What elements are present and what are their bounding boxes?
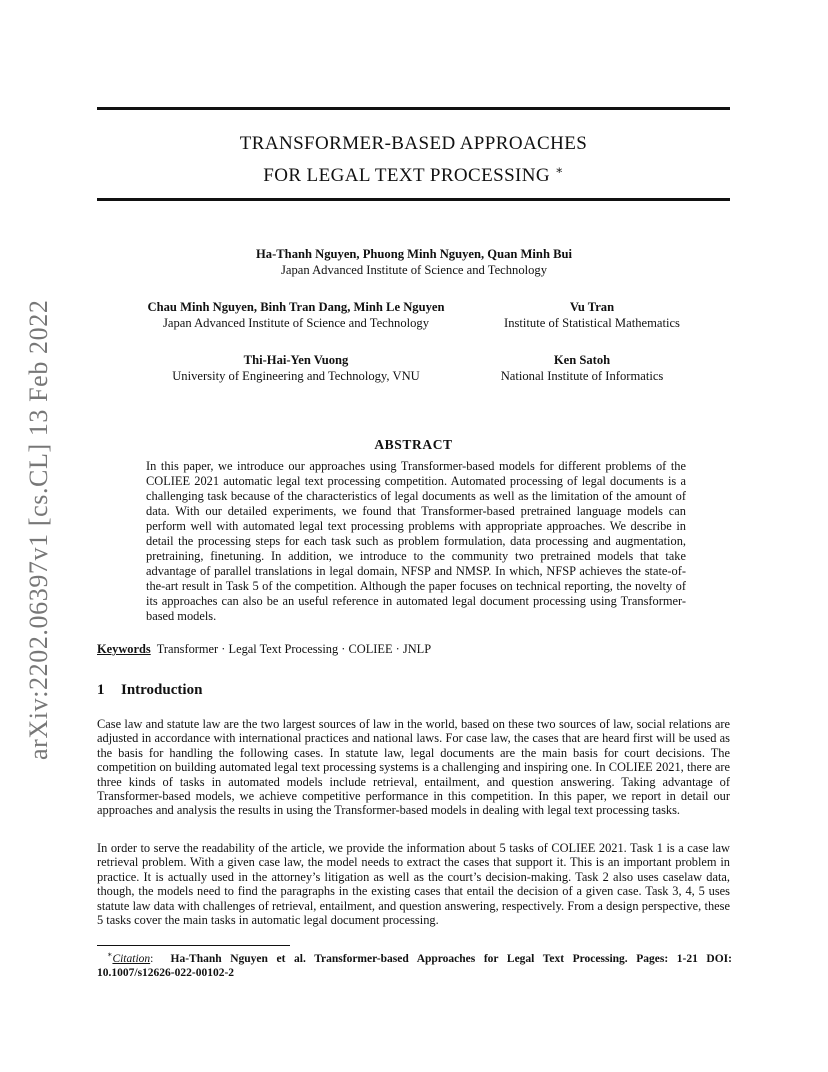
- footnote-citation-label: Citation: [112, 952, 151, 965]
- author-names: Thi-Hai-Yen Vuong: [243, 353, 349, 367]
- footnote-rule: [97, 945, 290, 946]
- title-bottom-rule: [97, 198, 730, 201]
- abstract-text: In this paper, we introduce our approaches using Transformer-based models for different problems of the COLIEE 2021 automatic legal text processing competition. Automated processing of legal documents is a challenging task because of the characteristics of legal documents as well as the limitation of the amount of data. With our detailed experiments, we found that Transformer-based pretrained language models can perform well with automated legal text processing problems with appropriate approaches. We describe in detail the processing steps for each task such as problem formulation, data processing and augmentation, pretraining, finetuning. In addition, we introduce to the community two pretrained models that take advantage of parallel translations in legal domain, NFSP and NMSP. In which, NFSP achieves the state-of-the-art result in Task 5 of the competition. Although the paper focuses on technical reporting, the novelty of its approaches can also be an useful reference in automated legal document processing using Transformer-based models.: [146, 459, 686, 623]
- paper-title: [97, 131, 730, 189]
- abstract-heading: ABSTRACT: [374, 437, 453, 452]
- author-block-2: [116, 300, 476, 331]
- body-paragraph-2: In order to serve the readability of the article, we provide the information about 5 tasks of COLIEE 2021. Task 1 is a case law retrieval problem. With a given case law, the model needs to extract the cases that support it. This is an important problem in practice. It is actually used in the attorney’s litigation as well as the court’s decision-making. Task 2 also uses caselaw data, though, the models need to find the paragraphs in the existing cases that entail the decision of a given case. Task 3, 4, 5 uses statute law data with challenges of retrieval, entailment, and question answering, respectively. From a design perspective, these 5 tasks cover the main tasks in automatic legal document processing.: [97, 841, 730, 928]
- author-names: Chau Minh Nguyen, Binh Tran Dang, Minh Le Nguyen: [147, 300, 445, 314]
- footnote-citation-text: Ha-Thanh Nguyen et al. Transformer-based Approaches for Legal Text Processing. Pages: 1-21 DOI: 10.1007/s12626-022-00102-2: [97, 952, 732, 979]
- author-names: Ha-Thanh Nguyen, Phuong Minh Nguyen, Quan Minh Bui: [256, 247, 572, 261]
- author-names: Ken Satoh: [553, 353, 611, 367]
- author-block-1: [214, 247, 614, 278]
- arxiv-identifier: arXiv:2202.06397v1 [cs.CL] 13 Feb 2022: [24, 299, 53, 760]
- keywords-items: Transformer · Legal Text Processing · COLIEE · JNLP: [156, 642, 432, 656]
- title-line-2: [97, 157, 730, 189]
- author-affiliation: Japan Advanced Institute of Science and Technology: [162, 315, 430, 330]
- author-names: Vu Tran: [569, 300, 615, 314]
- section-number: 1: [97, 682, 105, 698]
- footnote-mark: ∗: [107, 950, 113, 959]
- author-affiliation: Japan Advanced Institute of Science and Technology: [280, 262, 548, 277]
- section-title: Introduction: [121, 682, 203, 698]
- author-block-3: [482, 300, 702, 331]
- body-paragraph-1: Case law and statute law are the two largest sources of law in the world, based on these two sources of law, social relations are adjusted in accordance with international practices and national laws. For case law, the cases that are heard first will be used as the basis for handling the following cases. In statute law, legal documents are the main basis for court decisions. The competition on building automated legal text processing systems is a challenging and inspiring one. In COLIEE 2021, there are three kinds of tasks in automated models include retrieval, entailment, and question answering. Taking advantage of Transformer-based models, we achieve competitive performance in this competition. In this paper, we report in detail our approaches and analysis the results in using the Transformer-based models in dealing with legal text processing tasks.: [97, 717, 730, 818]
- author-block-4: [140, 353, 452, 384]
- title-footnote-mark: ∗: [555, 163, 564, 177]
- author-affiliation: National Institute of Informatics: [500, 368, 664, 383]
- title-line-1: TRANSFORMER-BASED APPROACHES: [239, 133, 588, 154]
- title-top-rule: [97, 107, 730, 110]
- author-affiliation: Institute of Statistical Mathematics: [504, 315, 680, 330]
- author-affiliation: University of Engineering and Technology, VNU: [172, 368, 420, 383]
- footnote: ∗Citation: Ha-Thanh Nguyen et al. Transformer-based Approaches for Legal Text Processing. Pages: 1-21 DOI: 10.1007/s12626-022-00102-2: [97, 950, 732, 979]
- keywords-line: [97, 642, 431, 657]
- author-block-5: [482, 353, 682, 384]
- keywords-label: Keywords: [97, 642, 151, 656]
- title-line-2-text: FOR LEGAL TEXT PROCESSING: [263, 165, 551, 186]
- section-heading: [97, 682, 202, 699]
